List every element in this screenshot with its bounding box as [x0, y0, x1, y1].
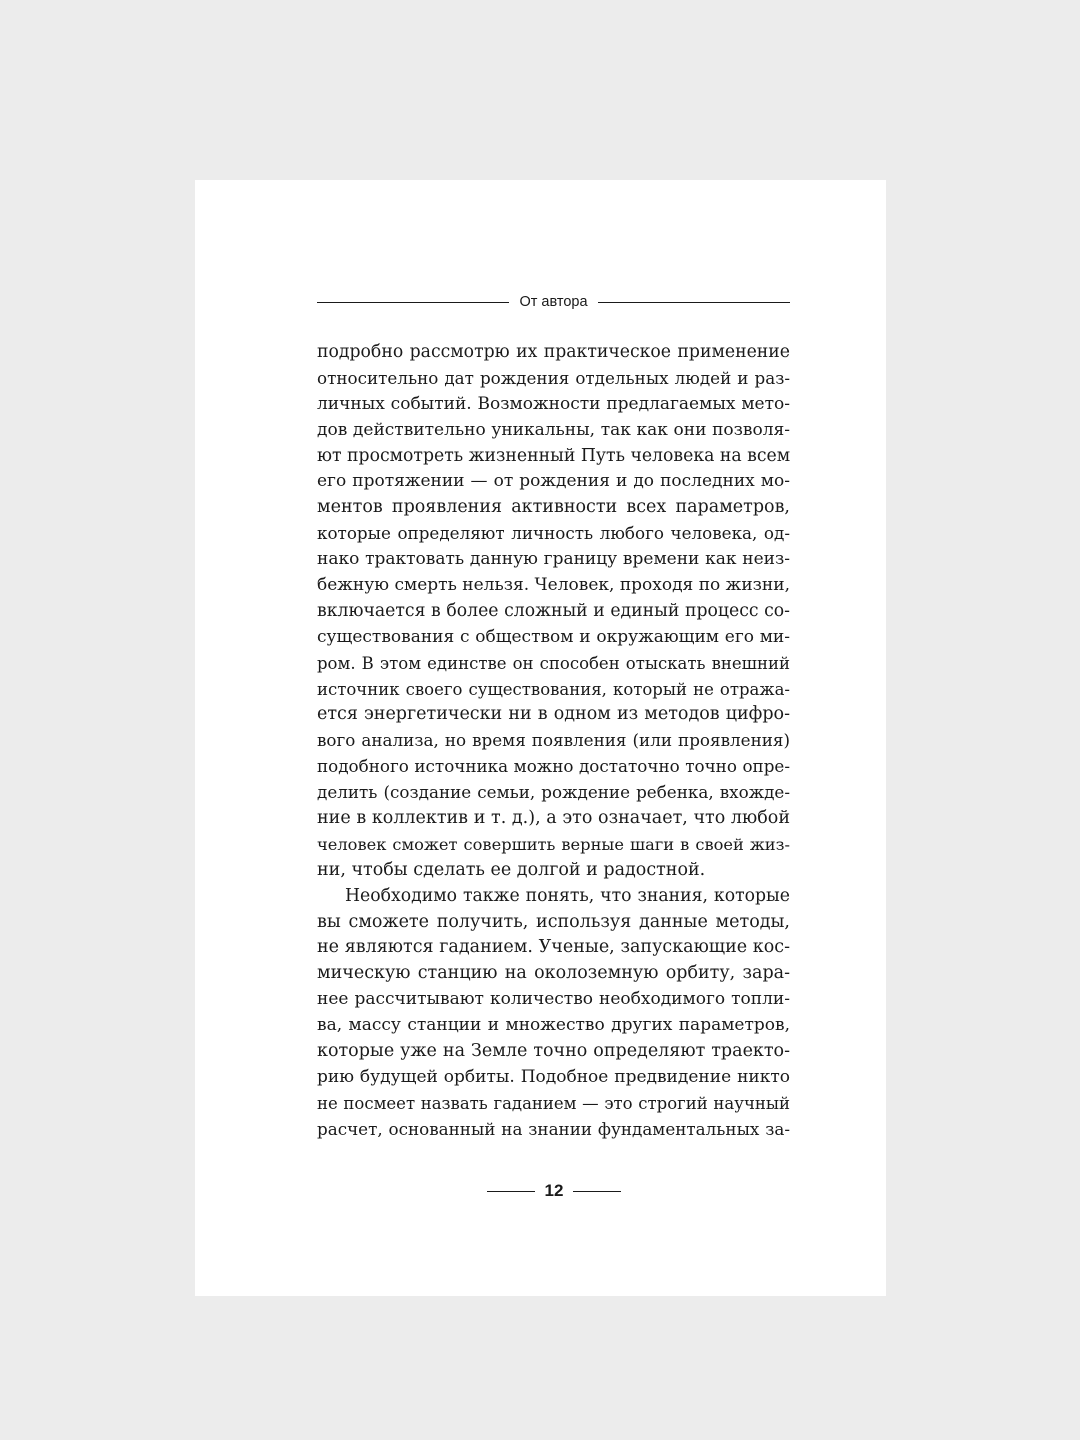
text-line: человек сможет совершить верные шаги в своей жиз-	[317, 834, 790, 854]
text-line: рию будущей орбиты. Подобное предвидение никто	[317, 1066, 790, 1087]
text-line: вы сможете получить, используя данные методы,	[317, 911, 790, 932]
text-line: источник своего существования, который не отража-	[317, 679, 790, 699]
text-line: ют просмотреть жизненный Путь человека на всем	[317, 445, 791, 466]
text-line: ментов проявления активности всех параметров,	[317, 497, 790, 518]
running-title: От автора	[519, 294, 588, 310]
running-header	[317, 290, 790, 314]
text-line: бежную смерть нельзя. Человек, проходя по жизни,	[317, 575, 790, 596]
text-line: вого анализа, но время появления (или проявления)	[317, 730, 790, 751]
text-line: ется энергетически ни в одном из методов цифро-	[317, 704, 790, 725]
text-line: личных событий. Возможности предлагаемых мето-	[317, 393, 790, 414]
text-line: ние в коллектив и т. д.), а это означает, что любой	[317, 808, 790, 829]
text-line: расчет, основанный на знании фундаментальных за-	[317, 1118, 790, 1139]
text-line: нее рассчитывают количество необходимого топли-	[317, 989, 790, 1010]
text-line: мическую станцию на околоземную орбиту, зара-	[317, 963, 790, 984]
text-line: включается в более сложный и единый процесс со-	[317, 600, 790, 621]
text-line: подробно рассмотрю их практическое применение	[317, 342, 790, 362]
text-line: не являются гаданием. Ученые, запускающие кос-	[317, 937, 790, 958]
text-line: существования с обществом и окружающим его ми-	[317, 626, 790, 647]
footer-rule-left	[487, 1191, 535, 1192]
text-line: не посмеет назвать гаданием — это строгий научный	[317, 1093, 790, 1113]
text-line: ва, массу станции и множество других параметров,	[317, 1015, 790, 1036]
text-line: ни, чтобы сделать ее долгой и радостной.	[317, 859, 706, 880]
text-line: подобного источника можно достаточно точно опре-	[317, 756, 790, 777]
text-line: ром. В этом единстве он способен отыскать внешний	[317, 653, 790, 673]
text-line: которые определяют личность любого человека, од-	[317, 523, 790, 544]
text-line: дов действительно уникальны, так как они позволя-	[317, 419, 790, 440]
text-line: делить (создание семьи, рождение ребенка, вхожде-	[317, 782, 790, 803]
body-text	[317, 340, 790, 1143]
page-number-footer	[487, 1178, 621, 1204]
book-page	[195, 180, 886, 1296]
text-line: которые уже на Земле точно определяют траекто-	[317, 1041, 790, 1062]
header-rule-left	[317, 302, 509, 303]
text-line: его протяжении — от рождения и до последних мо-	[317, 471, 790, 492]
page-number: 12	[544, 1181, 564, 1200]
text-line: нако трактовать данную границу времени как неиз-	[317, 549, 790, 570]
text-line: Необходимо также понять, что знания, которые	[345, 885, 790, 906]
header-rule-right	[598, 302, 790, 303]
footer-rule-right	[573, 1191, 621, 1192]
text-line: относительно дат рождения отдельных людей и раз-	[317, 367, 790, 388]
